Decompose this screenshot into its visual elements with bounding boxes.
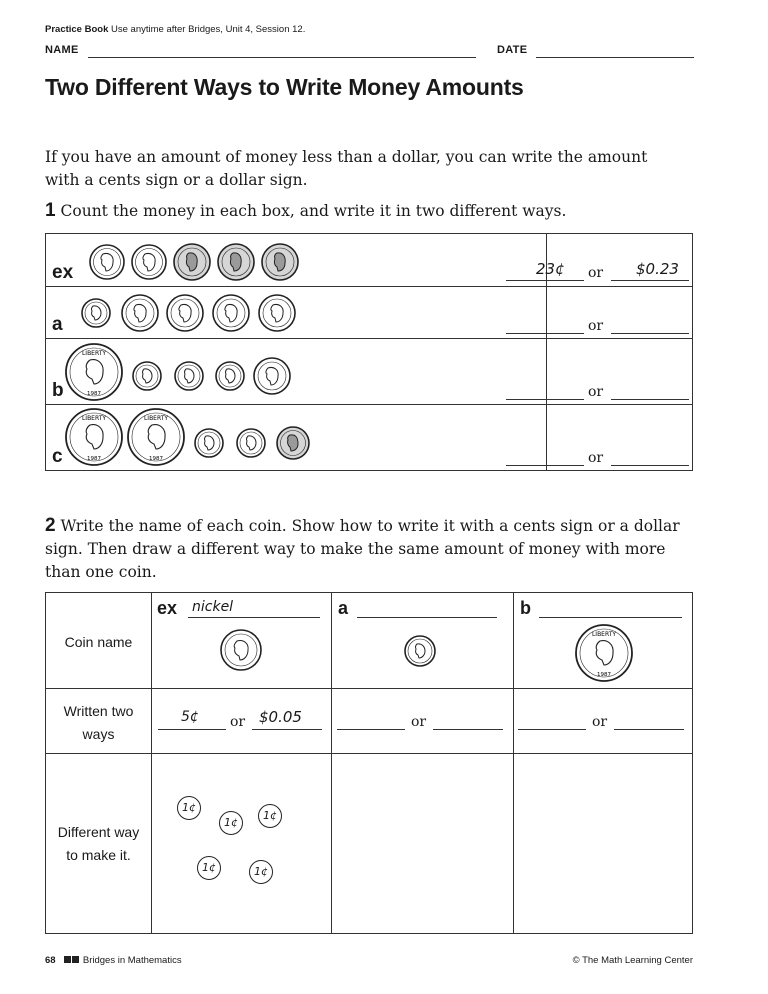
row-header-written-line2: ways: [82, 726, 115, 742]
table-divider: [46, 404, 692, 405]
copyright: © The Math Learning Center: [572, 955, 693, 966]
answer-line-cents-a[interactable]: [506, 333, 584, 334]
drawn-penny: 1¢: [197, 856, 221, 880]
nickel-coin: [132, 245, 166, 279]
quarter-coin: [66, 409, 122, 465]
coin-year-text: 1987: [87, 391, 101, 397]
coin-table: [45, 592, 693, 934]
series-name: Bridges in Mathematics: [82, 955, 182, 966]
row-label-c: c: [52, 446, 63, 467]
row-label-a: a: [52, 314, 63, 335]
money-count-table: [45, 233, 693, 471]
question-2-number: 2: [45, 515, 56, 536]
quarter-coin: [574, 623, 634, 683]
date-label: DATE: [497, 44, 528, 56]
nickel-coin: [259, 295, 295, 331]
nickel-coin: [254, 358, 290, 394]
column-label-b: b: [520, 598, 531, 618]
question-1: [45, 200, 566, 222]
coin-liberty-text: LIBERTY: [143, 415, 169, 422]
penny-coin: [218, 244, 254, 280]
row-header-different-line1: Different way: [57, 824, 140, 840]
footer-left: [45, 955, 182, 966]
answer-line-cents-ex[interactable]: [506, 280, 584, 281]
answer-line-dollars-c[interactable]: [611, 465, 689, 466]
handwritten-dollars-ex: $0.23: [636, 260, 679, 278]
name-input-line[interactable]: [88, 57, 476, 58]
answer-line-dollars-b[interactable]: [611, 399, 689, 400]
or-text: or: [588, 265, 604, 281]
dime-coin: [175, 362, 203, 390]
column-label-ex: ex: [157, 598, 178, 618]
nickel-coin: [167, 295, 203, 331]
coin-name-line-b[interactable]: [539, 617, 682, 618]
penny-coin: [277, 427, 309, 459]
coin-name-line-a[interactable]: [357, 617, 497, 618]
drawn-penny: 1¢: [258, 804, 282, 828]
intro-text: If you have an amount of money less than a dollar, you can write the amount with a cents sign or a dollar sign.: [45, 148, 648, 189]
date-input-line[interactable]: [536, 57, 694, 58]
coin-name-line-ex[interactable]: [188, 617, 320, 618]
answer-line-cents-a[interactable]: [337, 729, 405, 730]
quarter-coin: [128, 409, 184, 465]
coin-liberty-text: LIBERTY: [81, 415, 107, 422]
answer-line-dollars-b[interactable]: [614, 729, 684, 730]
drawn-penny: 1¢: [249, 860, 273, 884]
drawing-area-b[interactable]: [514, 754, 692, 933]
question-1-text: Count the money in each box, and write it in two different ways.: [60, 202, 567, 220]
question-2: [45, 514, 705, 584]
question-2-text: Write the name of each coin. Show how to write it with a cents sign or a dollar sign. Then draw a different way to make the same amount of money with more than one coin.: [45, 517, 680, 581]
or-text: or: [588, 318, 604, 334]
answer-line-cents-ex[interactable]: [158, 729, 226, 730]
or-text: or: [411, 714, 427, 730]
answer-line-dollars-a[interactable]: [433, 729, 503, 730]
nickel-coin: [213, 295, 249, 331]
drawing-area-a[interactable]: [332, 754, 512, 933]
nickel-coin: [218, 627, 264, 673]
or-text: or: [588, 384, 604, 400]
dime-coin: [133, 362, 161, 390]
drawn-penny: 1¢: [219, 811, 243, 835]
or-text: or: [588, 450, 604, 466]
header-line: [45, 24, 305, 35]
coins-row-b: [64, 342, 324, 402]
handwritten-coin-name-ex: nickel: [192, 599, 234, 615]
answer-line-cents-b[interactable]: [518, 729, 586, 730]
dime-coin: [195, 429, 223, 457]
dime-coin: [237, 429, 265, 457]
coin-year-text: 1987: [87, 456, 101, 462]
dime-coin: [82, 299, 110, 327]
drawn-penny: 1¢: [177, 796, 201, 820]
penny-coin: [262, 244, 298, 280]
coins-row-a: [76, 290, 326, 336]
usage-note: Use anytime after Bridges, Unit 4, Session 12.: [111, 24, 306, 35]
row-header-written-line1: Written two: [63, 703, 134, 719]
nickel-coin: [122, 295, 158, 331]
book-label: Practice Book: [45, 24, 109, 35]
dime-coin: [216, 362, 244, 390]
table-divider: [46, 338, 692, 339]
handwritten-cents-ex: 5¢: [181, 709, 199, 725]
question-1-number: 1: [45, 200, 56, 221]
handwritten-cents-ex: 23¢: [536, 260, 565, 278]
page-number: 68: [45, 955, 56, 966]
answer-line-dollars-ex[interactable]: [252, 729, 322, 730]
coin-year-text: 1987: [597, 672, 611, 678]
coin-year-text: 1987: [149, 456, 163, 462]
column-label-a: a: [338, 598, 349, 618]
dime-coin: [402, 633, 438, 669]
nickel-coin: [90, 245, 124, 279]
answer-line-cents-c[interactable]: [506, 465, 584, 466]
row-header-coin-name: Coin name: [64, 634, 133, 650]
table-divider: [151, 593, 152, 933]
or-text: or: [592, 714, 608, 730]
answer-line-dollars-ex[interactable]: [611, 280, 689, 281]
answer-line-cents-b[interactable]: [506, 399, 584, 400]
row-label-ex: ex: [52, 262, 74, 283]
row-header-written: [46, 700, 151, 746]
coins-row-c: [64, 406, 324, 468]
answer-line-dollars-a[interactable]: [611, 333, 689, 334]
series-logo: [64, 955, 80, 966]
coin-liberty-text: LIBERTY: [81, 350, 107, 357]
table-divider: [46, 688, 692, 689]
or-text: or: [230, 714, 246, 730]
penny-coin: [174, 244, 210, 280]
quarter-coin: [66, 344, 122, 400]
coin-liberty-text: LIBERTY: [591, 631, 617, 638]
row-header-different-line2: to make it.: [66, 847, 131, 863]
coins-row-ex: [87, 240, 327, 284]
page-title: Two Different Ways to Write Money Amounts: [45, 74, 524, 100]
table-divider: [46, 286, 692, 287]
name-label: NAME: [45, 44, 79, 56]
handwritten-dollars-ex: $0.05: [259, 708, 302, 726]
row-label-b: b: [52, 380, 64, 401]
row-header-different: [46, 821, 151, 867]
